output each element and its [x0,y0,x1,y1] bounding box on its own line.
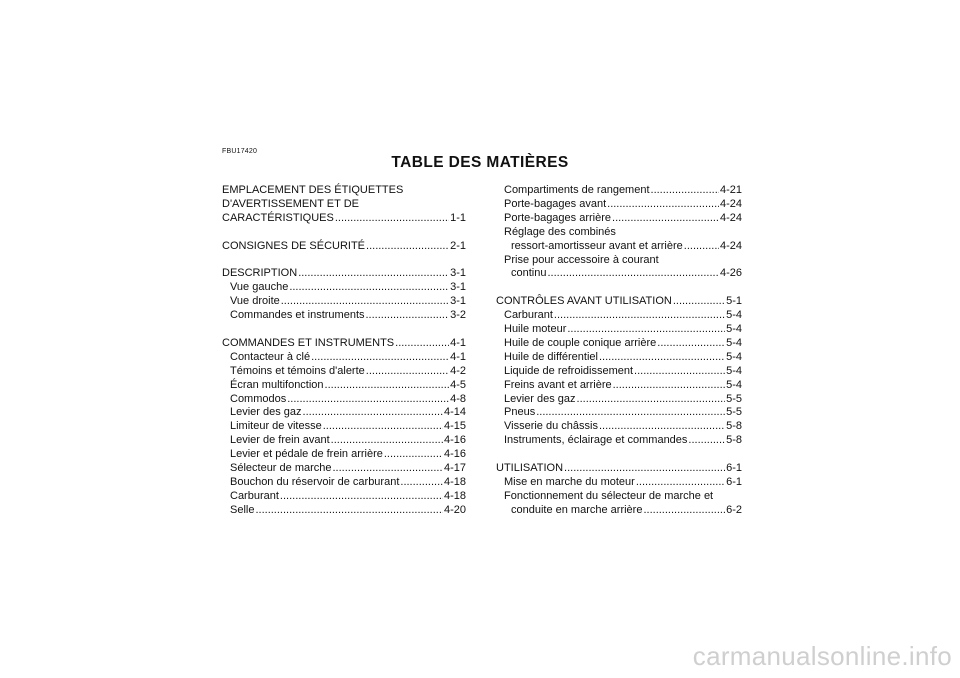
toc-entry[interactable] [222,393,466,407]
toc-entry[interactable] [496,504,742,518]
toc-dot-leader [325,379,450,393]
toc-left-column [222,184,466,518]
toc-entry[interactable] [222,184,466,198]
toc-entry-title: Huile moteur [504,323,567,336]
toc-page-number: 5-4 [726,364,742,377]
toc-gap [222,323,466,337]
toc-entry-title: Écran multifonction [230,378,324,391]
toc-entry[interactable] [222,420,466,434]
toc-page-number: 4-24 [719,239,742,252]
toc-dot-leader [651,184,719,198]
toc-entry[interactable] [496,351,742,365]
toc-entry-title: Porte-bagages avant [504,197,607,210]
toc-dot-leader [564,462,725,476]
toc-entry-title: Mise en marche du moteur [504,476,635,488]
toc-entry[interactable] [222,406,466,420]
toc-entry[interactable] [496,365,742,379]
toc-entry-title: Compartiments de rangement [504,184,650,196]
toc-dot-leader [366,240,449,254]
toc-entry[interactable] [222,504,466,518]
toc-entry-title: D'AVERTISSEMENT ET DE [222,197,359,210]
toc-page-number: 1-1 [450,211,466,224]
toc-page-number: 5-4 [726,309,742,322]
toc-entry[interactable] [222,351,466,365]
toc-entry-title: Réglage des combinés [504,225,616,238]
toc-gap [496,448,742,462]
toc-dot-leader [335,212,449,226]
toc-page-number: 4-5 [450,378,466,391]
toc-dot-leader [366,309,450,323]
toc-dot-leader [287,393,449,407]
toc-entry-title: Levier et pédale de frein arrière [230,448,383,461]
toc-dot-leader [400,476,443,490]
toc-entry[interactable] [222,379,466,393]
toc-entry-title: Selle [230,503,255,516]
toc-entry-title: Carburant [230,489,279,502]
toc-dot-leader [607,198,719,212]
toc-dot-leader [281,295,449,309]
toc-entry-title: DESCRIPTION [222,267,298,280]
toc-dot-leader [636,476,725,490]
toc-dot-leader [280,490,443,504]
toc-page-number: 3-1 [450,295,466,308]
toc-page-number: 5-8 [726,420,742,433]
toc-entry[interactable] [496,490,742,504]
toc-dot-leader [395,337,449,351]
toc-entry[interactable] [496,323,742,337]
toc-gap [496,281,742,295]
toc-entry[interactable] [496,406,742,420]
toc-page-number: 5-1 [726,295,742,308]
toc-page-number: 4-1 [450,336,466,349]
toc-page-number: 4-26 [719,267,742,280]
toc-entry[interactable] [222,462,466,476]
toc-page-number: 3-2 [450,309,466,322]
toc-dot-leader [255,504,443,518]
toc-entry-title: Pneus [504,406,536,419]
toc-entry-title: Instruments, éclairage et commandes [504,434,688,447]
toc-page-number: 5-5 [726,406,742,419]
toc-entry-title: EMPLACEMENT DES ÉTIQUETTES [222,184,404,196]
toc-page-number: 4-8 [450,392,466,405]
toc-page-number: 3-1 [450,267,466,280]
toc-entry[interactable] [496,420,742,434]
toc-entry-title: continu [511,267,547,280]
toc-dot-leader [599,351,725,365]
toc-dot-leader [333,462,443,476]
toc-entry[interactable] [496,198,742,212]
toc-entry-title: CONTRÔLES AVANT UTILISATION [496,295,672,308]
toc-entry-title: Sélecteur de marche [230,462,332,475]
toc-entry-title: COMMANDES ET INSTRUMENTS [222,336,395,349]
toc-entry[interactable] [222,198,466,212]
toc-entry[interactable] [222,365,466,379]
toc-page-number: 4-15 [443,420,466,433]
toc-entry[interactable] [222,295,466,309]
toc-dot-leader [554,309,725,323]
toc-entry-title: Liquide de refroidissement [504,364,634,377]
toc-entry-title: Commandes et instruments [230,309,365,322]
toc-page-number: 4-24 [719,211,742,224]
toc-page-number: 5-5 [726,392,742,405]
toc-gap [222,254,466,268]
toc-entry-title: Freins avant et arrière [504,378,612,391]
toc-page-number: 4-17 [443,462,466,475]
toc-entry-title: CONSIGNES DE SÉCURITÉ [222,239,366,252]
toc-dot-leader [577,393,726,407]
toc-dot-leader [634,365,725,379]
toc-page-number: 2-1 [450,239,466,252]
toc-page-number: 4-14 [443,406,466,419]
toc-dot-leader [289,281,449,295]
toc-entry-title: Bouchon du réservoir de carburant [230,475,400,488]
toc-dot-leader [657,337,725,351]
toc-dot-leader [323,420,443,434]
toc-page-number: 4-20 [443,503,466,516]
toc-entry-title: Fonctionnement du sélecteur de marche et [504,489,714,502]
toc-entry-title: CARACTÉRISTIQUES [222,211,334,224]
toc-entry[interactable] [496,476,742,490]
toc-dot-leader [612,212,719,226]
toc-page-number: 4-1 [450,350,466,363]
toc-page-number: 4-24 [719,197,742,210]
toc-entry[interactable] [222,281,466,295]
page-title: TABLE DES MATIÈRES [391,154,569,171]
toc-entry-title: Limiteur de vitesse [230,420,322,433]
toc-entry[interactable] [496,393,742,407]
toc-entry[interactable] [496,295,742,309]
toc-entry-title: ressort-amortisseur avant et arrière [511,239,683,252]
toc-entry[interactable] [222,337,466,351]
toc-page-number: 4-16 [443,448,466,461]
toc-page-number: 5-4 [726,378,742,391]
toc-entry[interactable] [496,337,742,351]
toc-entry-title: Levier des gaz [504,392,576,405]
toc-page-number: 4-2 [450,364,466,377]
toc-dot-leader [613,379,725,393]
toc-dot-leader [384,448,443,462]
toc-entry-title: UTILISATION [496,462,564,475]
toc-page-number: 6-2 [726,503,742,516]
toc-page-number: 4-21 [719,184,742,196]
toc-entry[interactable] [222,490,466,504]
toc-entry[interactable] [222,476,466,490]
toc-entry[interactable] [496,379,742,393]
toc-entry[interactable] [496,434,742,448]
toc-page-number: 4-16 [443,434,466,447]
toc-entry[interactable] [496,254,742,268]
toc-entry-title: Commodos [230,392,287,405]
toc-entry[interactable] [496,212,742,226]
toc-entry[interactable] [496,309,742,323]
toc-dot-leader [536,406,725,420]
toc-entry[interactable] [222,434,466,448]
toc-dot-leader [688,434,725,448]
toc-dot-leader [643,504,725,518]
toc-page-number: 5-4 [726,350,742,363]
toc-entry-title: Levier de frein avant [230,434,330,447]
toc-dot-leader [303,406,443,420]
toc-page-number: 5-4 [726,323,742,336]
toc-entry[interactable] [496,226,742,240]
toc-gap [222,226,466,240]
toc-entry[interactable] [496,462,742,476]
toc-entry[interactable] [496,240,742,254]
toc-right-column [496,184,742,518]
toc-entry-title: Huile de différentiel [504,350,598,363]
toc-entry-title: Vue droite [230,295,280,308]
toc-dot-leader [673,295,725,309]
toc-entry[interactable] [222,212,466,226]
toc-entry-title: Visserie du châssis [504,420,598,433]
toc-dot-leader [366,365,449,379]
toc-entry-title: Contacteur à clé [230,350,311,363]
toc-entry-title: conduite en marche arrière [511,503,643,516]
toc-page-number: 4-18 [443,475,466,488]
toc-entry-title: Prise pour accessoire à courant [504,253,659,266]
toc-entry[interactable] [496,184,742,198]
toc-dot-leader [547,267,718,281]
toc-page-number: 6-1 [726,476,742,488]
toc-entry[interactable] [222,240,466,254]
toc-entry-title: Vue gauche [230,281,289,294]
toc-page-number: 5-4 [726,336,742,349]
toc-entry-title: Huile de couple conique arrière [504,336,657,349]
toc-entry-title: Témoins et témoins d'alerte [230,364,365,377]
toc-page-number: 6-1 [726,462,742,475]
toc-entry[interactable] [496,267,742,281]
toc-entry-title: Porte-bagages arrière [504,211,612,224]
toc-dot-leader [331,434,443,448]
toc-entry-title: Carburant [504,309,553,322]
toc-entry[interactable] [222,309,466,323]
toc-dot-leader [567,323,725,337]
toc-dot-leader [298,267,449,281]
watermark: carmanualsonline.info [692,641,952,671]
toc-dot-leader [599,420,725,434]
toc-entry[interactable] [222,448,466,462]
toc-dot-leader [684,240,719,254]
toc-page-number: 4-18 [443,489,466,502]
toc-dot-leader [311,351,449,365]
toc-entry[interactable] [222,267,466,281]
document-code: FBU17420 [222,148,258,155]
toc-page-number: 3-1 [450,281,466,294]
toc-page-number: 5-8 [726,434,742,447]
toc-entry-title: Levier des gaz [230,406,302,419]
